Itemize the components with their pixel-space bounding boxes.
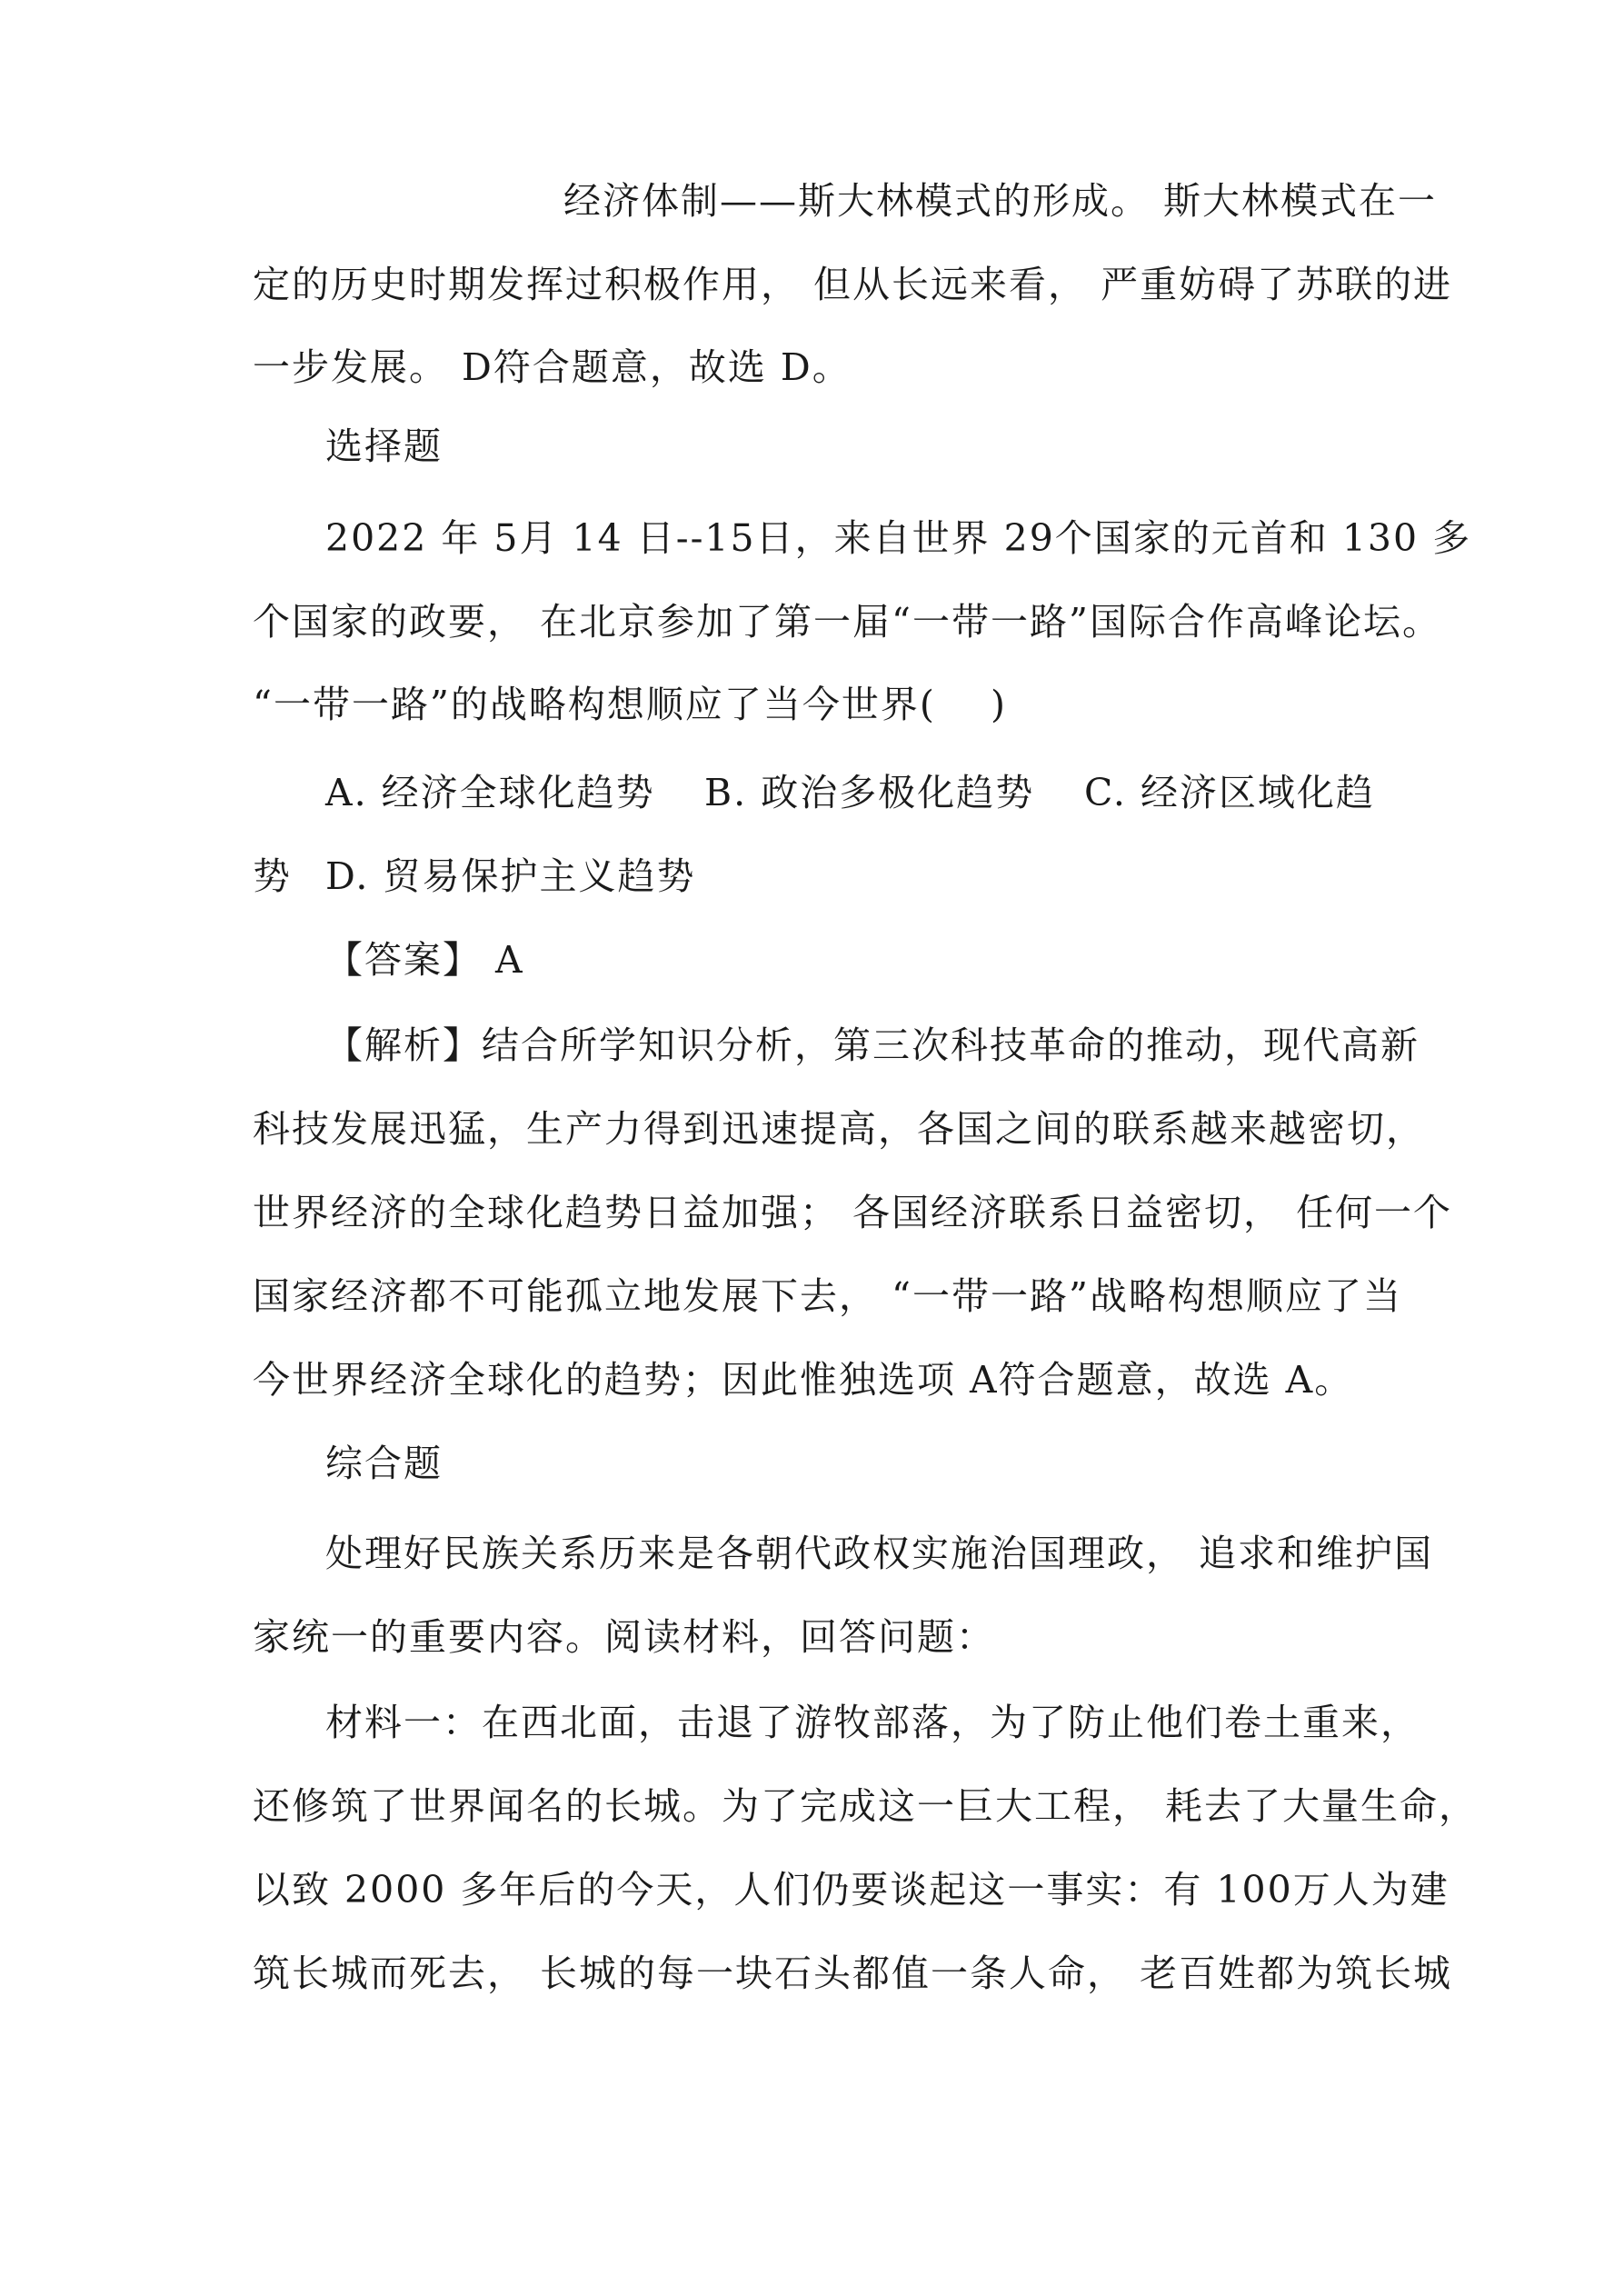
material-one-line-1: 材料一：在西北面，击退了游牧部落，为了防止他们卷土重来， [325, 1701, 1420, 1744]
question-line-1: 2022 年 5月 14 日--15日，来自世界 29个国家的元首和 130 多 [325, 516, 1472, 560]
material-one-line-3: 以致 2000 多年后的今天，人们仍要谈起这一事实：有 100万人为建 [253, 1868, 1450, 1912]
intro-line-2: 家统一的重要内容。阅读材料，回答问题： [253, 1615, 995, 1659]
material-one-line-4: 筑长城而死去， 长城的每一块石头都值一条人命， 老百姓都为筑长城 [253, 1952, 1453, 1995]
analysis-line-4: 国家经济都不可能孤立地发展下去， “一带一路”战略构想顺应了当 [253, 1274, 1402, 1318]
prev-answer-line-1: 经济体制——斯大林模式的形成。 斯大林模式在一 [563, 179, 1438, 223]
analysis-line-2: 科技发展迅猛，生产力得到迅速提高，各国之间的联系越来越密切， [253, 1107, 1425, 1151]
analysis-line-1: 【解析】结合所学知识分析，第三次科技革命的推动，现代高新 [325, 1023, 1420, 1067]
option-b: B. 政治多极化趋势 [704, 771, 1035, 814]
prev-answer-line-2: 定的历史时期发挥过积极作用， 但从长远来看， 严重妨碍了苏联的进 [253, 263, 1453, 306]
analysis-line-3: 世界经济的全球化趋势日益加强； 各国经济联系日益密切， 任何一个 [253, 1191, 1453, 1234]
material-one-line-2: 还修筑了世界闻名的长城。为了完成这一巨大工程， 耗去了大量生命， [253, 1784, 1479, 1828]
section-heading-comprehensive: 综合题 [325, 1442, 443, 1485]
option-a: A. 经济全球化趋势 [325, 771, 655, 814]
question-line-3: “一带一路”的战略构想顺应了当今世界( ) [253, 683, 1008, 726]
intro-line-1: 处理好民族关系历来是各朝代政权实施治国理政， 追求和维护国 [325, 1532, 1434, 1575]
option-c: C. 经济区域化趋 [1084, 771, 1375, 814]
question-line-2: 个国家的政要， 在北京参加了第一届“一带一路”国际合作高峰论坛。 [253, 600, 1441, 644]
answer-line: 【答案】 A [325, 938, 524, 982]
prev-answer-line-3: 一步发展。 D符合题意，故选 D。 [253, 345, 852, 389]
option-c-wrap: 势 [253, 854, 292, 898]
analysis-line-5: 今世界经济全球化的趋势；因此惟独选项 A符合题意，故选 A。 [253, 1358, 1354, 1402]
section-heading-choice: 选择题 [325, 424, 443, 468]
option-d: D. 贸易保护主义趋势 [325, 854, 696, 898]
